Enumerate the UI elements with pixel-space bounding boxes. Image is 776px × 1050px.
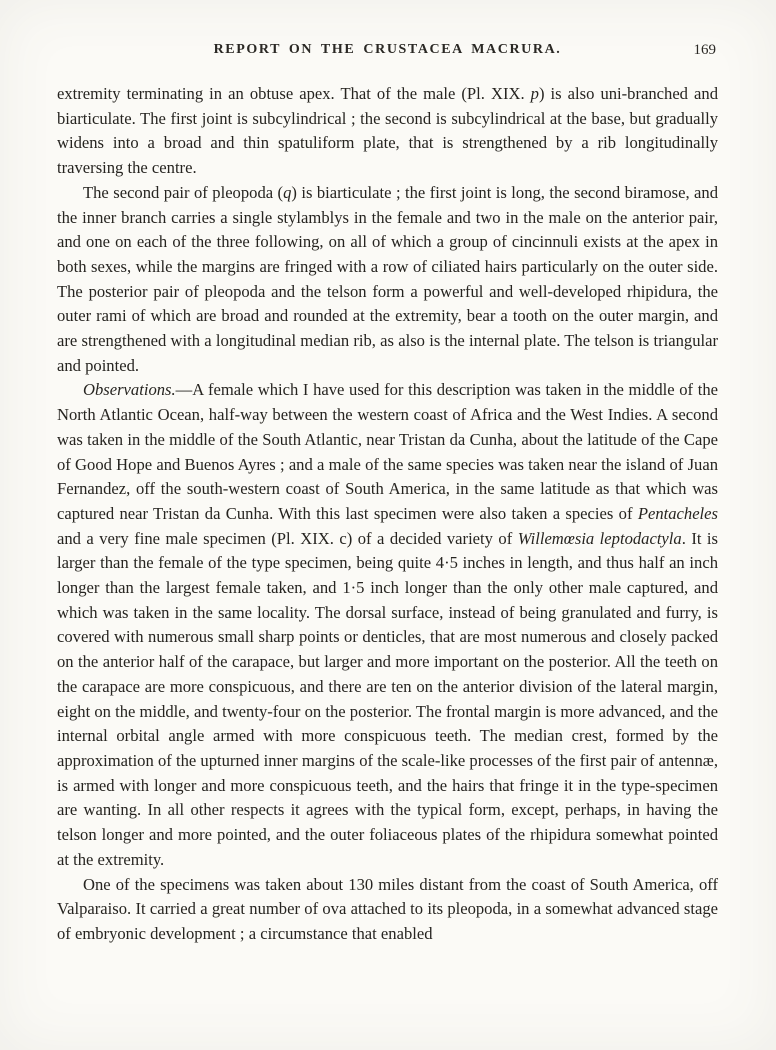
paragraph	[57, 181, 718, 379]
running-title: REPORT ON THE CRUSTACEA MACRURA.	[213, 42, 562, 57]
paragraph	[57, 378, 718, 872]
italic-text-run: q	[283, 182, 292, 202]
text-run: ) is biarticulate ; the first joint is long, the second biramose, and the inner branch carries a single stylamblys in the female and two in the male on the anterior pair, and one on each of the three following, on all of which a group of cincinnuli exists at the apex in both sexes, while the margins are fringed with a row of ciliated hairs particularly on the outer side. The posterior pair of pleopoda and the telson form a powerful and well-developed rhipidura, the outer rami of which are broad and rounded at the extremity, bear a tooth on the outer margin, and are strengthened with a longitudinal median rib, as also is the internal plate. The telson is triangular and pointed.	[57, 182, 719, 375]
paragraph	[57, 873, 718, 947]
italic-text-run: Willemœsia leptodactyla	[517, 528, 682, 548]
italic-text-run: Observations.	[83, 380, 176, 400]
text-run: . It is larger than the female of the type specimen, being quite 4·5 inches in length, and thus half an inch longer than the largest female taken, and 1·5 inch longer than the only other male captured, and which was taken in the same locality. The dorsal surface, instead of being granulated and furry, is covered with numerous small sharp points or denticles, that are most numerous and closely packed on the anterior half of the carapace, but larger and more important on the posterior. All the teeth on the carapace are more conspicuous, and there are ten on the anterior division of the lateral margin, eight on the middle, and twenty-four on the posterior. The frontal margin is more advanced, and the internal orbital angle armed with more conspicuous teeth. The median crest, formed by the approximation of the upturned inner margins of the scale-like processes of the first pair of antennæ, is armed with longer and more conspicuous teeth, and the hairs that fringe it in the type-specimen are wanting. In all other respects it agrees with the typical form, except, perhaps, in having the telson longer and more pointed, and the outer foliaceous plates of the rhipidura somewhat pointed at the extremity.	[57, 528, 718, 869]
text-run: —A female which I have used for this description was taken in the middle of the North Atlantic Ocean, half-way between the western coast of Africa and the West Indies. A second was taken in the middle of the South Atlantic, near Tristan da Cunha, about the latitude of the Cape of Good Hope and Buenos Ayres ; and a male of the same species was taken near the island of Juan Fernandez, off the south-western coast of South America, in the same latitude as that which was captured near Tristan da Cunha. With this last specimen were also taken a species of	[57, 380, 718, 523]
page-body	[57, 82, 718, 947]
paragraph	[57, 82, 718, 181]
page-number: 169	[693, 42, 716, 58]
text-run: and a very fine male specimen (Pl. XIX. c) of a decided variety of	[57, 528, 518, 548]
text-run: ) is also uni-branched and biarticulate. The first joint is subcylindrical ; the second is subcylindrical at the base, but gradually widens into a broad and thin spatuliform plate, that is strengthened by a rib longitudinally traversing the centre.	[57, 84, 718, 178]
page-header	[57, 42, 718, 66]
italic-text-run: Pentacheles	[637, 503, 718, 523]
italic-text-run: p	[530, 84, 539, 103]
text-run: extremity terminating in an obtuse apex. That of the male (Pl. XIX.	[57, 84, 531, 103]
text-run: One of the specimens was taken about 130 miles distant from the coast of South America, off Valparaiso. It carried a great number of ova attached to its pleopoda, in a somewhat advanced stage of embryonic development ; a circumstance that enabled	[57, 874, 718, 943]
text-run: The second pair of pleopoda (	[83, 182, 284, 202]
